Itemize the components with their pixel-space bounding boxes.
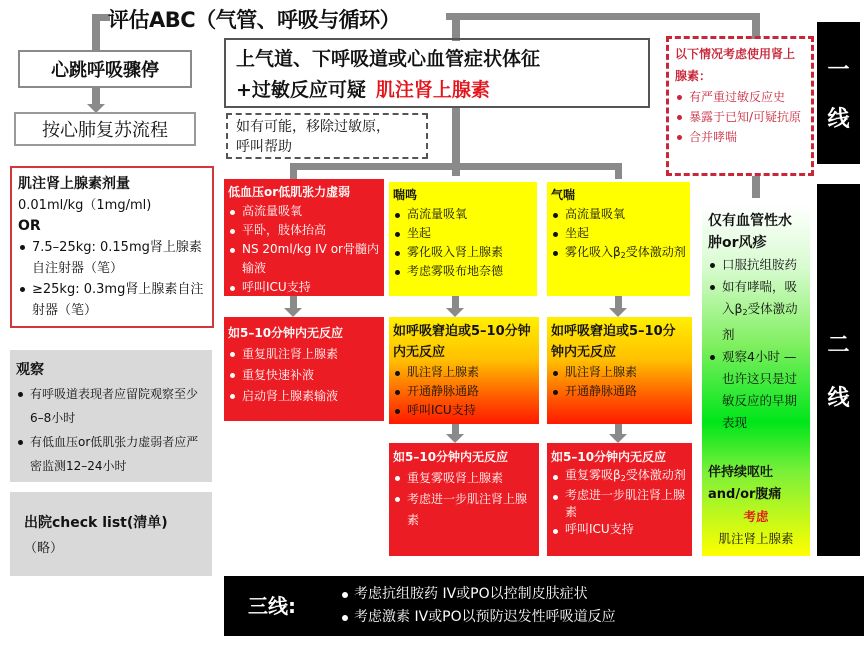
hypotension-header: 低血压or低肌张力虚弱 (228, 185, 351, 199)
connector-main-vertical (452, 13, 460, 41)
wheeze-followup-header: 如呼吸窘迫或5–10分钟内无反应 (551, 324, 676, 360)
beta-subscript: 2 (620, 251, 626, 260)
arrow-icon (609, 434, 627, 443)
wheeze-item (551, 243, 686, 265)
connector-top-horizontal (446, 13, 758, 20)
angioedema-header: 仅有血管性水肿or风疹 (708, 213, 792, 251)
remove-allergen-line-1: 如有可能，移除过敏原， (236, 119, 390, 135)
page-title: 评估ABC（气管、呼吸与循环） (108, 8, 401, 32)
observe-box (10, 350, 212, 482)
third-line-item: 考虑激素 IV或PO以预防迟发性呼吸道反应 (342, 606, 616, 629)
stridor-item: 雾化吸入肾上腺素 (393, 243, 533, 262)
connector-consider-down (752, 176, 760, 198)
stridor-followup-item: 呼叫ICU支持 (393, 401, 535, 420)
first-line-char-1: 一 (827, 58, 850, 83)
hypotension-item: 高流量吸氧 (228, 202, 380, 221)
third-line-label: 三线: (248, 594, 296, 618)
beta-text: 雾化吸入β (565, 245, 621, 259)
third-line-item: 考虑抗组胺药 IV或PO以控制皮肤症状 (342, 583, 616, 606)
hypotension-item: 平卧，肢体抬高 (228, 221, 380, 240)
beta-text: 重复雾吸β (565, 468, 621, 482)
dose-box (10, 166, 214, 328)
wheeze-final-item (551, 467, 688, 487)
main-action: 肌注肾上腺素 (375, 79, 490, 101)
consider-label: 考虑 (743, 509, 769, 524)
angioedema-item (708, 276, 804, 346)
angioedema-box (702, 204, 810, 556)
cardiac-arrest-label: 心跳呼吸骤停 (51, 60, 159, 81)
wheeze-followup-box (547, 317, 692, 424)
beta-subscript: 2 (742, 308, 748, 317)
beta-text: 受体激动剂 (722, 301, 798, 342)
dose-or: OR (18, 218, 41, 234)
cardiac-arrest-box (18, 50, 192, 88)
first-line-label (817, 22, 860, 164)
discharge-checklist-box (10, 492, 212, 576)
hypotension-followup-item: 重复肌注肾上腺素 (228, 344, 380, 365)
dose-item: 7.5–25kg: 0.15mg肾上腺素自注射器（笔） (18, 237, 206, 279)
second-line-char-1: 二 (827, 333, 850, 358)
observe-header: 观察 (16, 362, 44, 378)
main-line-2 (236, 75, 638, 106)
beta-text: 受体激动剂 (625, 468, 686, 482)
arrow-icon (609, 308, 627, 317)
remove-allergen-box (226, 113, 428, 159)
consider-item: 合并哮喘 (675, 127, 805, 147)
cpr-box (14, 112, 196, 146)
wheeze-header: 气喘 (551, 188, 576, 202)
observe-item: 有低血压or低肌张力虚弱者应严密监测12–24小时 (16, 430, 206, 478)
stridor-followup-item: 开通静脉通路 (393, 382, 535, 401)
wheeze-box (547, 182, 690, 296)
first-line-char-2: 线 (827, 107, 850, 132)
vomit-header: 伴持续呕吐and/or腹痛 (708, 465, 782, 502)
main-line-2-prefix: +过敏反应可疑 (236, 79, 366, 101)
stridor-final-item: 考虑进一步肌注肾上腺素 (393, 489, 535, 531)
angioedema-item: 口服抗组胺药 (708, 254, 804, 276)
stridor-followup-header: 如呼吸窘迫或5–10分钟内无反应 (393, 324, 531, 360)
stridor-box (389, 182, 537, 296)
dose-header: 肌注肾上腺素剂量 (18, 176, 130, 192)
wheeze-followup-item: 开通静脉通路 (551, 382, 688, 401)
cpr-label: 按心肺复苏流程 (42, 120, 168, 141)
checklist-header: 出院check list(清单) (24, 515, 168, 531)
wheeze-final-box (547, 443, 692, 556)
stridor-final-header: 如5–10分钟内无反应 (393, 450, 509, 464)
hypotension-followup-item: 重复快速补液 (228, 365, 380, 386)
connector-branch-right (615, 163, 622, 179)
main-symptom-box (224, 38, 650, 108)
beta-subscript: 2 (620, 474, 626, 483)
wheeze-followup-item: 肌注肾上腺素 (551, 363, 688, 382)
main-line-1: 上气道、下呼吸道或心血管症状体征 (236, 48, 541, 70)
consider-header: 以下情况考虑使用肾上腺素： (675, 47, 796, 83)
stridor-followup-item: 肌注肾上腺素 (393, 363, 535, 382)
arrow-icon (446, 434, 464, 443)
stridor-final-box (389, 443, 539, 556)
arrow-icon (284, 308, 302, 317)
wheeze-final-header: 如5–10分钟内无反应 (551, 450, 667, 464)
hypotension-followup-box (224, 317, 384, 421)
stridor-item: 坐起 (393, 224, 533, 243)
stridor-item: 高流量吸氧 (393, 205, 533, 224)
consider-item: 有严重过敏反应史 (675, 87, 805, 107)
arrow-icon (446, 308, 464, 317)
wheeze-item: 坐起 (551, 224, 686, 243)
angioedema-item: 观察4小时 — 也许这只是过敏反应的早期表现 (708, 346, 804, 434)
consider-epinephrine-box (666, 36, 814, 176)
stridor-followup-box (389, 317, 539, 424)
stridor-header: 喘鸣 (393, 188, 418, 202)
dose-item: ≥25kg: 0.3mg肾上腺素自注射器（笔） (18, 279, 206, 321)
consider-item: 暴露于已知/可疑抗原 (675, 107, 805, 127)
second-line-label (817, 184, 860, 556)
beta-text: 受体激动剂 (625, 245, 686, 259)
stridor-item: 考虑雾吸布地奈德 (393, 262, 533, 281)
checklist-note: （略） (24, 541, 64, 556)
angioedema-action: 肌注肾上腺素 (718, 531, 794, 546)
wheeze-final-item: 考虑进一步肌注肾上腺素 (551, 487, 688, 521)
stridor-final-item: 重复雾吸肾上腺素 (393, 468, 535, 489)
connector-branch-left (290, 163, 297, 179)
hypotension-item: 呼叫ICU支持 (228, 278, 380, 297)
hypotension-followup-header: 如5–10分钟内无反应 (228, 326, 344, 340)
wheeze-final-item: 呼叫ICU支持 (551, 521, 688, 538)
hypotension-followup-item: 启动肾上腺素输液 (228, 386, 380, 407)
second-line-char-2: 线 (827, 386, 850, 411)
hypotension-box (224, 179, 384, 296)
beta-text: 如有哮喘，吸入β (722, 279, 798, 316)
remove-allergen-line-2: 呼叫帮助 (236, 139, 292, 155)
connector-branch-horizontal (290, 163, 622, 170)
dose-line-1: 0.01ml/kg（1mg/ml) (18, 198, 152, 213)
observe-item: 有呼吸道表现者应留院观察至少6–8小时 (16, 382, 206, 430)
wheeze-item: 高流量吸氧 (551, 205, 686, 224)
hypotension-item: NS 20ml/kg IV or骨髓内输液 (228, 240, 380, 278)
third-line-box (224, 576, 864, 636)
